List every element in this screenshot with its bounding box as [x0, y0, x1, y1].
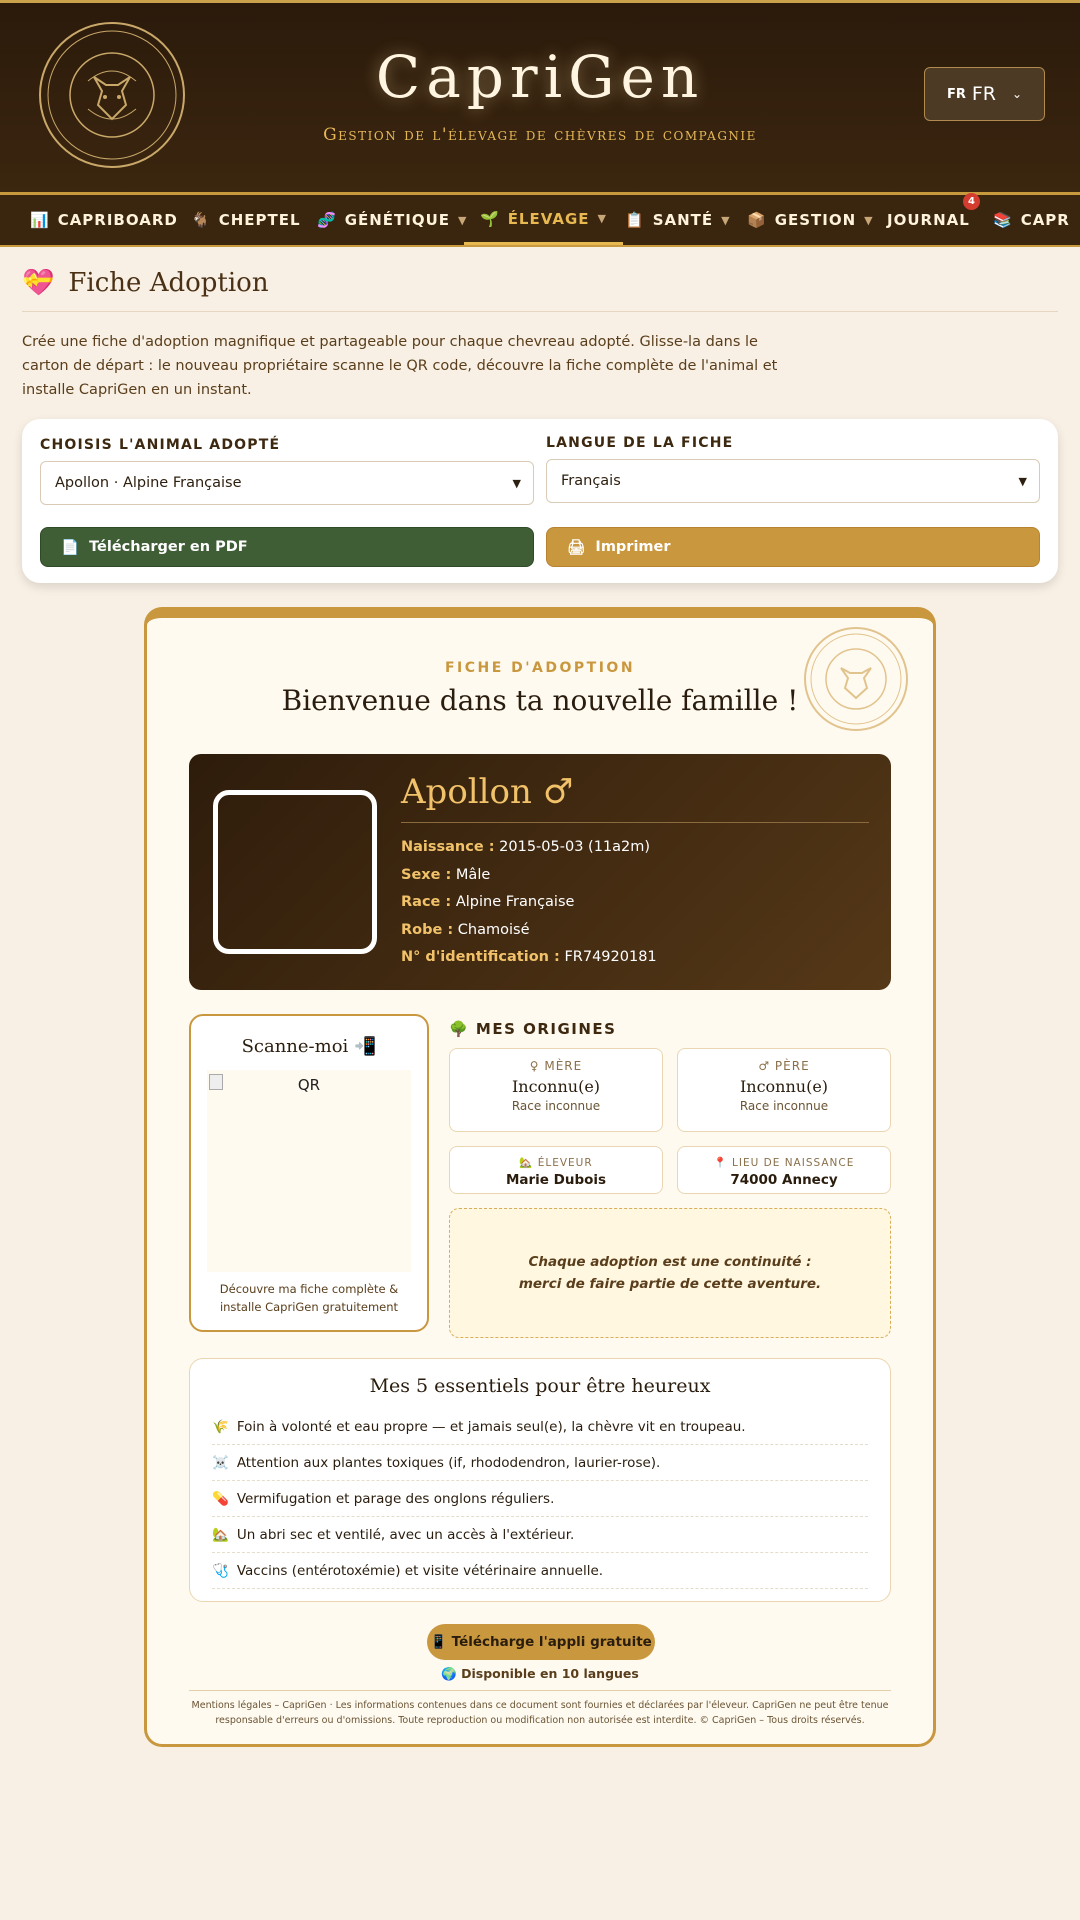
nav-item-journal[interactable]: [887, 195, 970, 245]
journal-badge: 4: [963, 193, 980, 210]
language-value: FR: [971, 83, 996, 105]
essentials-list: [212, 1409, 868, 1589]
nav-label: ÉLEVAGE: [507, 209, 590, 228]
stethoscope-icon: 🩺: [212, 1562, 229, 1579]
page-heading: [22, 264, 1058, 312]
pill-icon: 💊: [212, 1490, 229, 1507]
sheet-language-select[interactable]: [546, 459, 1040, 503]
nav-label: GESTION: [774, 211, 857, 229]
list-item: 🏡 Un abri sec et ventilé, avec un accès à l'extérieur.: [212, 1517, 868, 1553]
adoption-form: [22, 419, 1058, 583]
list-item: 🩺 Vaccins (entérotoxémie) et visite vétérinaire annuelle.: [212, 1553, 868, 1589]
mother-label: ♀ MÈRE: [529, 1059, 583, 1073]
chart-icon: 📊: [30, 211, 50, 229]
father-value: Inconnu(e): [739, 1077, 829, 1096]
mother-value: Inconnu(e): [511, 1077, 601, 1096]
qr-code[interactable]: [207, 1070, 411, 1272]
caret-down-icon: ▼: [721, 213, 731, 227]
field-breed: Race : Alpine Française: [401, 894, 575, 910]
sheet-title: Bienvenue dans ta nouvelle famille !: [281, 684, 799, 717]
adoption-sheet: [144, 607, 936, 1747]
qr-caption: Découvre ma fiche complète & installe CapriGen gratuitement: [219, 1282, 399, 1314]
nav-label: GÉNÉTIQUE: [344, 211, 451, 229]
nav-item-gestion[interactable]: [747, 195, 874, 245]
divider: [189, 1690, 891, 1691]
quote-line: merci de faire partie de cette aventure.: [518, 1276, 822, 1292]
birthplace-value: 74000 Annecy: [730, 1172, 838, 1188]
main-nav: [0, 195, 1080, 247]
quote-line: Chaque adoption est une continuité :: [528, 1254, 812, 1270]
page-intro: Crée une fiche d'adoption magnifique et partageable pour chaque chevreau adopté. Glisse-la dans le carton de départ : le nouveau propriétaire scanne le QR code, découvre la fiche complète de l'animal et installe CapriGen en un instant.: [22, 334, 778, 398]
field-birth: Naissance : 2015-05-03 (11a2m): [401, 839, 651, 855]
animal-name: Apollon ♂: [401, 772, 574, 812]
languages-note: 🌍 Disponible en 10 langues: [441, 1666, 639, 1681]
field-coat: Robe : Chamoisé: [401, 921, 530, 938]
mother-card: [449, 1048, 663, 1132]
page-title: Fiche Adoption: [68, 268, 269, 298]
animal-select-value: Apollon · Alpine Française: [55, 475, 242, 491]
box-icon: 📦: [747, 211, 767, 229]
nav-label: CAPRIBOARD: [57, 211, 178, 229]
goat-icon: 🐐: [191, 211, 211, 229]
field-id: N° d'identification : FR74920181: [401, 949, 657, 965]
app-header: [0, 0, 1080, 195]
print-button[interactable]: [546, 527, 1040, 567]
birthplace-label: 📍 LIEU DE NAISSANCE: [713, 1157, 855, 1169]
father-card: [677, 1048, 891, 1132]
sheet-kicker: FICHE D'ADOPTION: [444, 660, 636, 676]
list-item: 💊 Vermifugation et parage des onglons réguliers.: [212, 1481, 868, 1517]
qr-alt-text: QR: [297, 1076, 321, 1094]
download-pdf-label: Télécharger en PDF: [89, 539, 248, 555]
breeder-label: 🏡 ÉLEVEUR: [519, 1157, 593, 1169]
nav-item-genetique[interactable]: [317, 195, 468, 245]
app-title: CapriGen: [375, 43, 705, 111]
chevron-down-icon: ⌄: [1011, 87, 1023, 101]
app-subtitle: Gestion de l'élevage de chèvres de compagnie: [323, 125, 757, 145]
download-pdf-button[interactable]: [40, 527, 534, 567]
qr-card: [189, 1014, 429, 1332]
animal-label: CHOISIS L'ANIMAL ADOPTÉ: [40, 437, 281, 453]
chevron-down-icon: ▼: [512, 476, 521, 490]
animal-photo: [213, 790, 377, 954]
document-icon: 📄: [61, 539, 80, 556]
father-label: ♂ PÈRE: [758, 1059, 810, 1073]
list-item: 🌾 Foin à volonté et eau propre — et jamais seul(e), la chèvre vit en troupeau.: [212, 1409, 868, 1445]
hay-icon: 🌾: [212, 1418, 229, 1435]
divider: [401, 822, 869, 823]
language-flag: FR: [946, 86, 966, 102]
list-item: ☠️ Attention aux plantes toxiques (if, rhododendron, laurier-rose).: [212, 1445, 868, 1481]
dna-icon: 🧬: [317, 211, 337, 229]
breeder-value: Marie Dubois: [505, 1172, 607, 1188]
language-label: LANGUE DE LA FICHE: [546, 435, 734, 451]
nav-item-sante[interactable]: [625, 195, 731, 245]
field-sex: Sexe : Mâle: [401, 866, 491, 883]
birthplace-card: [677, 1146, 891, 1194]
skull-icon: ☠️: [212, 1454, 229, 1471]
nav-item-cheptel[interactable]: [191, 195, 301, 245]
nav-label: CAPR: [1020, 211, 1070, 229]
chevron-down-icon: ▼: [1018, 474, 1027, 488]
house-icon: 🏡: [212, 1526, 229, 1543]
animal-fields: [401, 834, 657, 972]
heart-icon: 💝: [22, 268, 55, 298]
caret-down-icon: ▼: [864, 213, 874, 227]
language-select[interactable]: [924, 67, 1045, 121]
sheet-language-value: Français: [561, 473, 621, 489]
animal-select[interactable]: [40, 461, 534, 505]
qr-title: Scanne-moi 📲: [241, 1036, 377, 1057]
adoption-quote: [449, 1208, 891, 1338]
caprigen-seal: [803, 626, 909, 732]
print-label: Imprimer: [595, 539, 671, 555]
legal-notice: Mentions légales – CapriGen · Les informations contenues dans ce document sont fournies et déclarées par l'éleveur. CapriGen ne peut être tenue responsable d'erreurs ou d'omissions. Toute reproduction ou modification non autorisée est interdite. © CapriGen – Tous droits réservés.: [191, 1700, 889, 1726]
nav-label: SANTÉ: [652, 211, 714, 229]
nav-label: JOURNAL: [887, 211, 970, 229]
breeder-card: [449, 1146, 663, 1194]
caret-down-icon: ▼: [458, 213, 468, 227]
caret-down-icon: ▼: [597, 212, 607, 225]
mother-breed: Race inconnue: [511, 1099, 601, 1113]
sprout-icon: 🌱: [480, 209, 500, 228]
download-app-button[interactable]: 📱 Télécharge l'appli gratuite: [427, 1624, 655, 1660]
origins-title: 🌳 MES ORIGINES: [449, 1020, 617, 1038]
essentials-card: [189, 1358, 891, 1602]
father-breed: Race inconnue: [739, 1099, 829, 1113]
nav-item-elevage[interactable]: [464, 195, 623, 245]
books-icon: 📚: [993, 211, 1013, 229]
essentials-title: Mes 5 essentiels pour être heureux: [369, 1375, 711, 1397]
nav-item-capriboard[interactable]: [30, 195, 178, 245]
clipboard-icon: 📋: [625, 211, 645, 229]
nav-item-capr[interactable]: [993, 195, 1070, 245]
printer-icon: 🖨: [567, 539, 586, 556]
animal-card: [189, 754, 891, 990]
nav-label: CHEPTEL: [218, 211, 301, 229]
